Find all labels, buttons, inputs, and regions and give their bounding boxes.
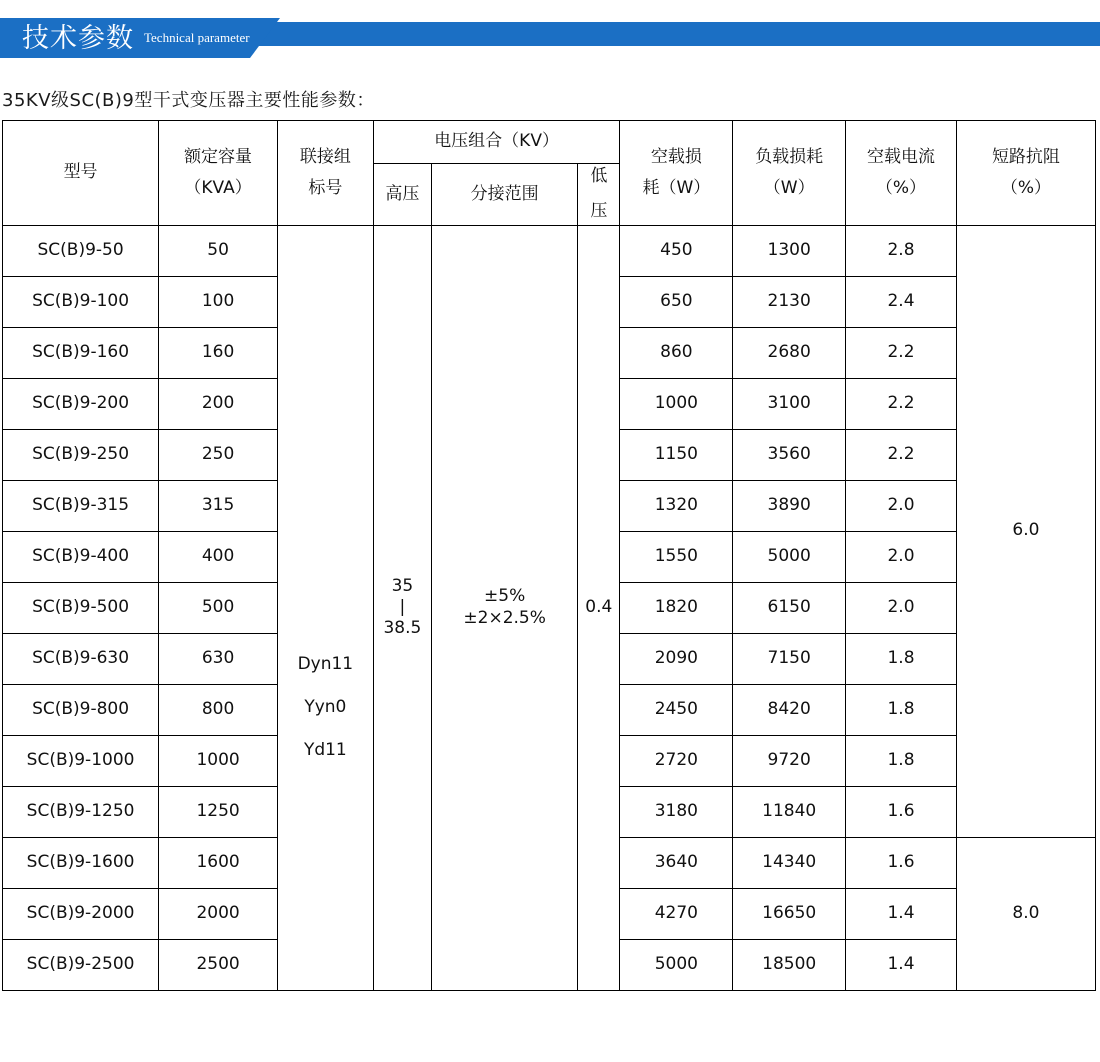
cell-no-load-loss: 450 [620,225,733,276]
header-no-load-loss-line2: 耗（W） [642,177,711,198]
cell-no-load-current: 2.0 [846,531,957,582]
cell-no-load-current: 2.0 [846,582,957,633]
header-short-circuit-impedance [956,121,1095,226]
hv-line2: | [399,596,406,617]
cell-load-loss: 2680 [733,327,846,378]
header-no-load-current [846,121,957,226]
cell-model: SC(B)9-400 [3,531,159,582]
cell-no-load-loss: 3640 [620,837,733,888]
cell-capacity: 1000 [159,735,278,786]
cell-lv-value: 0.4 [578,225,620,990]
cell-load-loss: 3890 [733,480,846,531]
header-rated-capacity-line1: 额定容量 [184,146,253,167]
cell-hv-value [373,225,431,990]
cell-load-loss: 8420 [733,684,846,735]
cell-no-load-current: 1.8 [846,735,957,786]
cell-load-loss: 16650 [733,888,846,939]
header-no-load-loss-line1: 空载损 [650,146,702,167]
cell-load-loss: 3560 [733,429,846,480]
cell-capacity: 200 [159,378,278,429]
hv-line1: 35 [391,575,414,596]
cell-no-load-loss: 1150 [620,429,733,480]
header-rated-capacity [159,121,278,226]
cell-no-load-loss: 2720 [620,735,733,786]
table-row [3,225,1096,276]
cell-load-loss: 1300 [733,225,846,276]
header-connection-group [278,121,374,226]
header-voltage-combination: 电压组合（KV） [373,121,620,164]
cell-no-load-loss: 1550 [620,531,733,582]
cell-load-loss: 7150 [733,633,846,684]
cell-no-load-current: 1.6 [846,837,957,888]
cell-model: SC(B)9-630 [3,633,159,684]
cell-connection-groups [278,225,374,990]
cell-capacity: 400 [159,531,278,582]
cell-no-load-current: 1.4 [846,888,957,939]
cell-model: SC(B)9-1250 [3,786,159,837]
table-header-row-1 [3,121,1096,164]
tap-range-1: ±5% [484,586,526,607]
cell-load-loss: 3100 [733,378,846,429]
cell-no-load-loss: 2450 [620,684,733,735]
header-impedance-line2: （%） [1000,177,1052,198]
cell-load-loss: 9720 [733,735,846,786]
cell-model: SC(B)9-250 [3,429,159,480]
cell-model: SC(B)9-1600 [3,837,159,888]
header-connection-line1: 联接组 [299,146,351,167]
cell-capacity: 1250 [159,786,278,837]
header-impedance-line1: 短路抗阻 [991,146,1060,167]
header-load-loss-line2: （W） [763,177,815,198]
cell-no-load-loss: 1320 [620,480,733,531]
cell-model: SC(B)9-2000 [3,888,159,939]
cell-no-load-loss: 1820 [620,582,733,633]
cell-impedance-bottom: 8.0 [956,837,1095,990]
cell-model: SC(B)9-500 [3,582,159,633]
cell-capacity: 50 [159,225,278,276]
cell-model: SC(B)9-800 [3,684,159,735]
header-hv: 高压 [373,164,431,226]
cell-no-load-current: 2.8 [846,225,957,276]
header-tap-range: 分接范围 [432,164,578,226]
spec-table [2,120,1096,991]
cell-no-load-current: 1.8 [846,684,957,735]
section-subtitle: 35KV级SC(B)9型干式变压器主要性能参数： [2,90,375,111]
header-title-cn: 技术参数 [22,22,134,54]
cell-no-load-current: 2.2 [846,429,957,480]
cell-model: SC(B)9-315 [3,480,159,531]
cell-capacity: 630 [159,633,278,684]
cell-capacity: 160 [159,327,278,378]
header-lv-line2: 压 [590,201,608,222]
header-no-load-loss [620,121,733,226]
cell-load-loss: 18500 [733,939,846,990]
cell-capacity: 800 [159,684,278,735]
page-header [0,0,1100,72]
header-lv-line1: 低 [590,166,608,186]
cell-load-loss: 6150 [733,582,846,633]
cell-no-load-loss: 860 [620,327,733,378]
cell-load-loss: 11840 [733,786,846,837]
cell-capacity: 1600 [159,837,278,888]
cell-capacity: 250 [159,429,278,480]
cell-model: SC(B)9-100 [3,276,159,327]
cell-no-load-current: 2.0 [846,480,957,531]
cell-tap-range [432,225,578,990]
cell-no-load-loss: 3180 [620,786,733,837]
cell-no-load-current: 1.6 [846,786,957,837]
header-title-tab [0,18,250,58]
header-title-en: Technical parameter [144,29,250,45]
cell-no-load-current: 1.8 [846,633,957,684]
cell-no-load-loss: 650 [620,276,733,327]
cell-no-load-loss: 5000 [620,939,733,990]
cell-no-load-current: 2.2 [846,327,957,378]
header-model: 型号 [3,121,159,226]
cell-impedance-top: 6.0 [956,225,1095,837]
cell-no-load-current: 1.4 [846,939,957,990]
header-connection-line2: 标号 [308,177,343,198]
cell-no-load-current: 2.2 [846,378,957,429]
tap-range-2: ±2×2.5% [463,607,546,628]
cell-capacity: 2500 [159,939,278,990]
cell-model: SC(B)9-160 [3,327,159,378]
cell-no-load-loss: 1000 [620,378,733,429]
header-lv [578,164,620,226]
connection-group-2: Yyn0 [304,696,347,717]
cell-capacity: 100 [159,276,278,327]
cell-model: SC(B)9-2500 [3,939,159,990]
spec-table-container [0,120,1100,991]
cell-no-load-loss: 4270 [620,888,733,939]
cell-model: SC(B)9-50 [3,225,159,276]
cell-load-loss: 14340 [733,837,846,888]
cell-load-loss: 2130 [733,276,846,327]
connection-group-1: Dyn11 [297,653,354,674]
cell-capacity: 2000 [159,888,278,939]
header-rated-capacity-line2: （KVA） [184,177,252,198]
header-load-loss-line1: 负载损耗 [755,146,824,167]
cell-capacity: 500 [159,582,278,633]
cell-model: SC(B)9-200 [3,378,159,429]
header-no-load-current-line2: （%） [875,177,927,198]
cell-no-load-loss: 2090 [620,633,733,684]
header-no-load-current-line1: 空载电流 [866,146,935,167]
cell-load-loss: 5000 [733,531,846,582]
cell-capacity: 315 [159,480,278,531]
cell-model: SC(B)9-1000 [3,735,159,786]
hv-line3: 38.5 [383,618,422,639]
header-load-loss [733,121,846,226]
connection-group-3: Yd11 [303,740,347,761]
cell-no-load-current: 2.4 [846,276,957,327]
